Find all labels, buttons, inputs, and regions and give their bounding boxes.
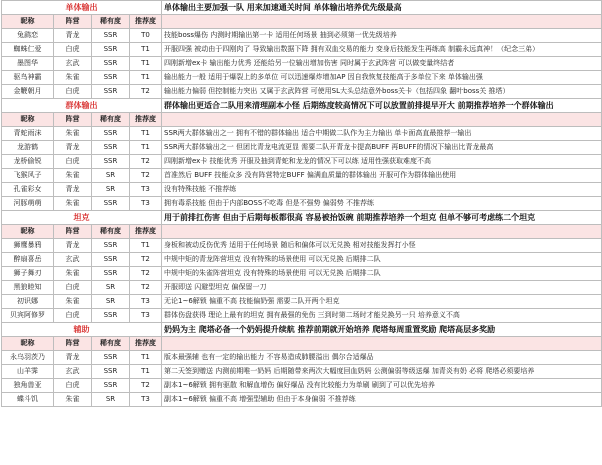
character-name: 黑狼睦知 [2,281,54,295]
rarity: SSR [92,351,130,365]
character-name: 蜘蛛仁爱 [2,43,54,57]
table-row [2,281,602,295]
tier-rating: T3 [130,295,162,309]
rarity: SR [92,183,130,197]
character-name: 初识娜 [2,295,54,309]
section-description: 群体输出更适合二队用来清理副本小怪 后期练度较高情况下可以放置前排提早开大 前期推荐培养一个群体输出 [162,99,602,113]
column-header: 阵营 [54,337,92,351]
rarity: SR [92,281,130,295]
column-header: 稀有度 [92,225,130,239]
table-row [2,85,602,99]
character-name: 金鞭朝月 [2,85,54,99]
description: SSR两大群体输出之一 拥有不错的群体输出 适合中期做二队作为主力输出 单卡面高直最推荐一输出 [162,127,602,141]
section-name: 辅助 [2,323,162,337]
character-name: 兔鹞恋 [2,29,54,43]
character-name: 龙桥偷锐 [2,155,54,169]
description: 技能boss爆伤 内测时期输出第一卡 适用任何场景 抽到必须第一优先级培养 [162,29,602,43]
section-name: 单体输出 [2,1,162,15]
rarity: SSR [92,239,130,253]
table-row [2,141,602,155]
tier-rating: T1 [130,57,162,71]
column-header-row [2,15,602,29]
rarity: SSR [92,127,130,141]
tier-rating: T2 [130,281,162,295]
character-name: 河豚萌萌 [2,197,54,211]
rarity: SSR [92,57,130,71]
tier-rating: T3 [130,183,162,197]
faction: 玄武 [54,253,92,267]
rarity: SSR [92,155,130,169]
description: 开服即送 闪避型坦克 偏保留一刀 [162,281,602,295]
tier-rating: T1 [130,141,162,155]
faction: 朱雀 [54,267,92,281]
character-name: 贝宾阿修罗 [2,309,54,323]
rarity: SSR [92,253,130,267]
rarity: SR [92,393,130,407]
faction: 青龙 [54,351,92,365]
description: 副本1~6解锁 拥有驱散 和解血增伤 偏好爆品 没有比较能力为单刷 刷到了可以优先培养 [162,379,602,393]
rarity: SR [92,169,130,183]
character-name: 青蛇雨沫 [2,127,54,141]
rarity: SSR [92,141,130,155]
tier-rating: T1 [130,71,162,85]
faction: 朱雀 [54,295,92,309]
character-name: 驱鸟神霸 [2,71,54,85]
faction: 朱雀 [54,71,92,85]
column-header: 阵营 [54,113,92,127]
table-row [2,267,602,281]
table-row [2,393,602,407]
table-row [2,253,602,267]
column-header: 推荐度 [130,15,162,29]
tier-rating: T1 [130,239,162,253]
section-name: 群体输出 [2,99,162,113]
description: 四刚新增ex卡 输出能力优秀 还能给另一位输出增加伤害 同时属于玄武阵营 可以做变量终结者 [162,57,602,71]
column-header: 昵称 [2,15,54,29]
section-title-row [2,323,602,337]
rarity: SSR [92,29,130,43]
character-name: 永乌羽茨乃 [2,351,54,365]
tier-rating: T1 [130,127,162,141]
table-row [2,309,602,323]
column-header: 稀有度 [92,113,130,127]
column-header: 阵营 [54,225,92,239]
description: 无论1~6解锁 偏重不高 技能偏奶强 需要二队开两个坦克 [162,295,602,309]
description: 输出能力偏弱 但控制能力突出 又属于玄武阵营 可使用SL大头总结意外boss关卡（包括四象 翻叶boss关 推塔） [162,85,602,99]
column-header: 昵称 [2,225,54,239]
tier-rating: T1 [130,365,162,379]
description: 输出能力一般 适用于爆裂上的多单位 可以迅速爆炸增加AP 因自我恢复技能高于多单位下来 单体输出强 [162,71,602,85]
faction: 青龙 [54,141,92,155]
faction: 玄武 [54,365,92,379]
section-title-row [2,1,602,15]
rarity: SSR [92,85,130,99]
faction: 青龙 [54,183,92,197]
character-name: 蝶斗饥 [2,393,54,407]
faction: 白虎 [54,43,92,57]
table-row [2,365,602,379]
description: 第二天签到赠送 内测前期唯一奶妈 后期随带来两次大幅度回血奶妈 公测偏弱等级送爆 加青炎有奶 必将 爬塔必须要培养 [162,365,602,379]
table-row [2,169,602,183]
column-header: 昵称 [2,113,54,127]
tier-rating: T3 [130,393,162,407]
column-header-blank [162,113,602,127]
rarity: SSR [92,197,130,211]
table-row [2,155,602,169]
column-header: 稀有度 [92,337,130,351]
description: 首准然后 BUFF 技能众多 没有阵营特定BUFF 偏满血质量的群体输出 开服可作为群体输出使用 [162,169,602,183]
description: 群体伤盘获得 理论上最有的坦克 拥有最强的免伤 三到时第二场时才能兑换另一只 培养意义不高 [162,309,602,323]
column-header: 阵营 [54,15,92,29]
tier-rating: T0 [130,29,162,43]
column-header-row [2,225,602,239]
rarity: SR [92,295,130,309]
section-title-row [2,99,602,113]
tier-rating: T2 [130,85,162,99]
faction: 白虎 [54,309,92,323]
column-header: 昵称 [2,337,54,351]
rarity: SSR [92,379,130,393]
character-name: 墨图华 [2,57,54,71]
faction: 朱雀 [54,393,92,407]
column-header-row [2,337,602,351]
faction: 青龙 [54,29,92,43]
column-header-row [2,113,602,127]
character-name: 狮子舞刃 [2,267,54,281]
description: 开服四强 被动由于四刚肉了 导致输出数据下降 拥有双血交易的能力 变身后技能发生再练高 制霸永远真神！（纪念三弟） [162,43,602,57]
table-row [2,379,602,393]
column-header-blank [162,225,602,239]
description: 身板和被动反伤优秀 适用于任何场景 随后和偏体可以无兑换 相对技能发挥打小怪 [162,239,602,253]
section-description: 奶妈为主 爬塔必备一个奶妈提升续航 推荐前期就开始培养 爬塔每周重置奖励 爬塔高层多奖励 [162,323,602,337]
tier-rating: T1 [130,43,162,57]
faction: 白虎 [54,155,92,169]
table-row [2,239,602,253]
character-name: 狮鹰暴鸦 [2,239,54,253]
section-name: 坦克 [2,211,162,225]
character-name: 独角兽亚 [2,379,54,393]
column-header: 稀有度 [92,15,130,29]
column-header: 推荐度 [130,225,162,239]
rarity: SSR [92,43,130,57]
column-header-blank [162,15,602,29]
faction: 朱雀 [54,197,92,211]
description: 四刚新增ex卡 技能优秀 开服及抽到青蛇和龙龙的情况下可以练 适用性强获取难度不高 [162,155,602,169]
tier-rating: T1 [130,351,162,365]
rarity: SSR [92,309,130,323]
description: 副本1~6解锁 偏重不高 增强型辅助 但由于本身偏弱 不推荐练 [162,393,602,407]
section-description: 单体输出主要加强一队 用来加速通关时间 单体输出培养优先级最高 [162,1,602,15]
table-row [2,351,602,365]
table-row [2,127,602,141]
faction: 朱雀 [54,169,92,183]
table-row [2,183,602,197]
section-title-row [2,211,602,225]
character-name: 山羊霁 [2,365,54,379]
description: 没有特殊技能 不推荐练 [162,183,602,197]
tier-rating: T2 [130,169,162,183]
character-name: 孔雀彩女 [2,183,54,197]
description: 中规中矩的朱雀阵营坦克 没有特殊的场景使用 可以无兑换 后期排二队 [162,267,602,281]
faction: 朱雀 [54,127,92,141]
tier-rating: T2 [130,379,162,393]
character-name: 飞猴风子 [2,169,54,183]
tier-rating: T2 [130,155,162,169]
faction: 白虎 [54,85,92,99]
rarity: SSR [92,267,130,281]
table-row [2,71,602,85]
faction: 白虎 [54,379,92,393]
faction: 白虎 [54,281,92,295]
table-row [2,57,602,71]
tier-rating: T3 [130,309,162,323]
faction: 玄武 [54,57,92,71]
table-row [2,43,602,57]
column-header: 推荐度 [130,113,162,127]
section-description: 用于前排扛伤害 但由于后期每板都很高 容易被抬饭碗 前期推荐培养一个坦克 但单不够可考虑练二个坦克 [162,211,602,225]
table-row [2,29,602,43]
tier-rating: T3 [130,197,162,211]
rarity: SSR [92,71,130,85]
tier-rating: T2 [130,253,162,267]
column-header: 推荐度 [130,337,162,351]
tier-rating: T2 [130,267,162,281]
table-row [2,197,602,211]
description: 版本最强辅 也有一定的输出能力 不容易造成肺腰溢出 偶尔合适爆品 [162,351,602,365]
faction: 青龙 [54,239,92,253]
description: 拥有毒系技能 但由于内部BOSS不吃毒 但是不强势 偏弱势 不推荐练 [162,197,602,211]
character-name: 醉扇喜岳 [2,253,54,267]
table-row [2,295,602,309]
tier-table [1,0,602,407]
character-name: 龙游鹤 [2,141,54,155]
rarity: SSR [92,365,130,379]
column-header-blank [162,337,602,351]
description: 中规中矩的青龙阵营坦克 没有特殊的场景使用 可以无兑换 后期排二队 [162,253,602,267]
description: SSR两大群体输出之一 但团比青龙电流更显 需要二队开青龙卡提高BUFF 再BUFF的情况下输出比青龙最高 [162,141,602,155]
